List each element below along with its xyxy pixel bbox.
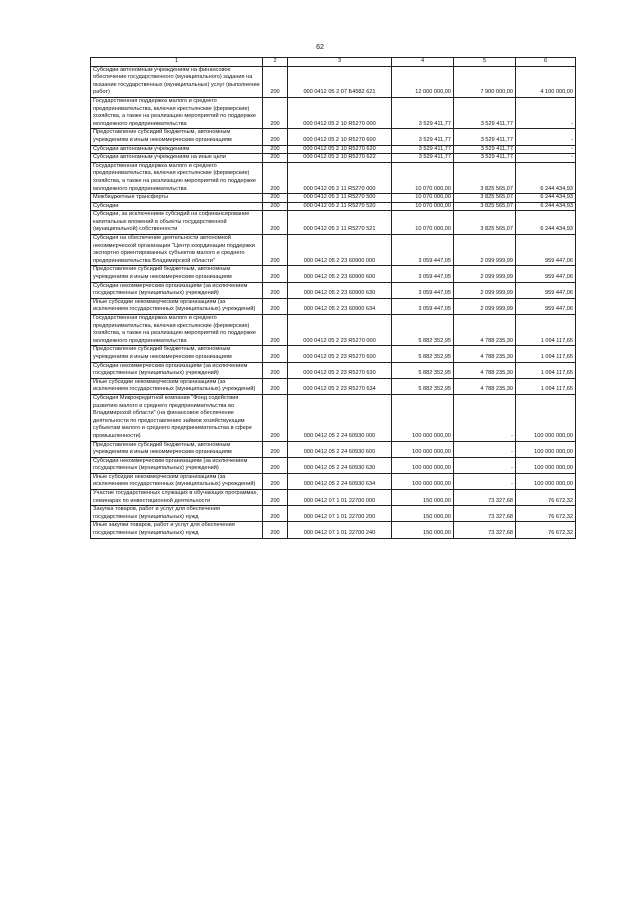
cell-name: Субсидия на обеспечение деятельности автономной некоммерческой организации "Центр координации поддержки экспортно ориентированных субъектов малого и среднего предпринимательства Владимирской области"	[91, 235, 263, 266]
cell-admin-code: 200	[263, 129, 288, 145]
table-row	[91, 145, 576, 154]
cell-name: Межбюджетные трансферты	[91, 194, 263, 203]
cell-approved: 3 529 411,77	[392, 97, 454, 128]
cell-budget-code: 000 0412 05 2 10 R5270 000	[288, 97, 392, 128]
table-row	[91, 282, 576, 298]
cell-approved: 10 070 000,00	[392, 202, 454, 211]
cell-approved: 150 000,00	[392, 522, 454, 538]
cell-admin-code: 200	[263, 457, 288, 473]
table-row	[91, 457, 576, 473]
cell-budget-code: 000 0412 05 2 23 60900 600	[288, 266, 392, 282]
cell-executed: 73 327,68	[454, 490, 516, 506]
cell-approved: 5 882 352,95	[392, 346, 454, 362]
cell-remaining: 76 672,32	[516, 506, 576, 522]
cell-admin-code: 200	[263, 282, 288, 298]
table-row	[91, 154, 576, 163]
cell-remaining: 6 244 434,93	[516, 194, 576, 203]
page-number: 62	[316, 44, 324, 51]
cell-admin-code: 200	[263, 66, 288, 97]
cell-budget-code: 000 0412 05 2 11 R5270 000	[288, 162, 392, 193]
cell-name: Субсидии, за исключением субсидий на софинансирование капитальных вложений в объекты государственной (муниципальной) собственности	[91, 211, 263, 235]
cell-remaining: 4 100 000,00	[516, 66, 576, 97]
cell-executed: 3 529 411,77	[454, 154, 516, 163]
cell-executed: 3 825 565,07	[454, 194, 516, 203]
cell-name: Субсидии некоммерческим организациям (за исключением государственных (муниципальных) учреждений)	[91, 362, 263, 378]
cell-budget-code: 000 0412 05 2 23 R5270 600	[288, 346, 392, 362]
cell-budget-code: 000 0412 05 2 23 R5270 000	[288, 315, 392, 346]
cell-admin-code: 200	[263, 145, 288, 154]
cell-approved: 10 070 000,00	[392, 162, 454, 193]
cell-remaining: 1 094 117,65	[516, 346, 576, 362]
cell-budget-code: 000 0412 05 2 24 60930 630	[288, 457, 392, 473]
cell-remaining: -	[516, 145, 576, 154]
cell-remaining: -	[516, 154, 576, 163]
cell-name: Субсидии автономным учреждениям на иные цели	[91, 154, 263, 163]
column-header: 6	[516, 58, 576, 67]
cell-admin-code: 200	[263, 97, 288, 128]
cell-remaining: 6 244 434,93	[516, 211, 576, 235]
cell-executed: 3 529 411,77	[454, 129, 516, 145]
cell-executed: 4 788 235,30	[454, 362, 516, 378]
cell-admin-code: 200	[263, 266, 288, 282]
cell-approved: 10 070 000,00	[392, 211, 454, 235]
cell-remaining: 100 000 000,00	[516, 457, 576, 473]
table-header-row	[91, 58, 576, 67]
cell-budget-code: 000 0412 05 2 10 R5270 622	[288, 154, 392, 163]
cell-approved: 3 529 411,77	[392, 129, 454, 145]
cell-name: Субсидии автономным учреждениям	[91, 145, 263, 154]
cell-executed: 73 327,68	[454, 506, 516, 522]
cell-name: Иные субсидии некоммерческим организациям (за исключением государственных (муниципальных) учреждений)	[91, 378, 263, 394]
cell-approved: 3 529 411,77	[392, 154, 454, 163]
cell-executed: 3 529 411,77	[454, 145, 516, 154]
cell-approved: 100 000 000,00	[392, 457, 454, 473]
cell-executed: 7 900 000,00	[454, 66, 516, 97]
cell-admin-code: 200	[263, 490, 288, 506]
cell-admin-code: 200	[263, 522, 288, 538]
cell-admin-code: 200	[263, 362, 288, 378]
cell-name: Субсидии некоммерческим организациям (за исключением государственных (муниципальных) учреждений)	[91, 457, 263, 473]
cell-name: Государственная поддержка малого и среднего предпринимательства, включая крестьянские (фермерские) хозяйства, а также на реализацию мероприятий по поддержке молодежного предпринимательства	[91, 315, 263, 346]
cell-admin-code: 200	[263, 315, 288, 346]
table-row	[91, 362, 576, 378]
cell-remaining: 6 244 434,93	[516, 162, 576, 193]
cell-budget-code: 000 0412 05 2 10 R5270 620	[288, 145, 392, 154]
cell-name: Субсидии автономным учреждениям на финансовое обеспечение государственного (муниципального) задания на оказание государственных (муниципальных) услуг (выполнение работ)	[91, 66, 263, 97]
cell-approved: 5 882 352,95	[392, 378, 454, 394]
cell-approved: 100 000 000,00	[392, 441, 454, 457]
cell-remaining: 959 447,06	[516, 235, 576, 266]
cell-name: Предоставление субсидий бюджетным, автономным учреждениям и иным некоммерческим организациям	[91, 441, 263, 457]
budget-execution-table	[90, 57, 576, 539]
cell-name: Иные субсидии некоммерческим организациям (за исключением государственных (муниципальных) учреждений)	[91, 298, 263, 314]
cell-name: Предоставление субсидий бюджетным, автономным учреждениям и иным некоммерческим организациям	[91, 266, 263, 282]
cell-admin-code: 200	[263, 298, 288, 314]
cell-budget-code: 000 0412 05 2 07 Б4582 621	[288, 66, 392, 97]
table-row	[91, 162, 576, 193]
cell-budget-code: 000 0412 07 1 01 22700 240	[288, 522, 392, 538]
cell-executed: 73 327,68	[454, 522, 516, 538]
cell-admin-code: 200	[263, 394, 288, 441]
cell-name: Иные субсидии некоммерческим организациям (за исключением государственных (муниципальных) учреждений)	[91, 473, 263, 489]
cell-budget-code: 000 0412 07 1 01 22700 000	[288, 490, 392, 506]
cell-executed: 4 788 235,30	[454, 378, 516, 394]
cell-executed: 2 099 999,99	[454, 266, 516, 282]
cell-executed: 3 825 565,07	[454, 162, 516, 193]
cell-budget-code: 000 0412 05 2 23 60900 000	[288, 235, 392, 266]
table-row	[91, 490, 576, 506]
cell-executed: -	[454, 457, 516, 473]
cell-budget-code: 000 0412 05 2 24 60930 600	[288, 441, 392, 457]
cell-remaining: 100 000 000,00	[516, 441, 576, 457]
cell-approved: 100 000 000,00	[392, 473, 454, 489]
cell-approved: 150 000,00	[392, 490, 454, 506]
table-row	[91, 378, 576, 394]
cell-admin-code: 200	[263, 211, 288, 235]
cell-approved: 3 059 447,05	[392, 235, 454, 266]
cell-approved: 3 059 447,05	[392, 266, 454, 282]
cell-executed: 2 099 999,99	[454, 282, 516, 298]
cell-approved: 5 882 352,95	[392, 315, 454, 346]
cell-budget-code: 000 0412 05 2 11 R5270 500	[288, 194, 392, 203]
cell-executed: 4 788 235,30	[454, 346, 516, 362]
cell-remaining: -	[516, 129, 576, 145]
cell-executed: 3 825 565,07	[454, 211, 516, 235]
cell-executed: -	[454, 394, 516, 441]
table-body	[91, 66, 576, 538]
table-row	[91, 202, 576, 211]
cell-executed: 3 529 411,77	[454, 97, 516, 128]
table-row	[91, 346, 576, 362]
cell-executed: -	[454, 441, 516, 457]
table-row	[91, 266, 576, 282]
cell-admin-code: 200	[263, 194, 288, 203]
cell-executed: 3 825 565,07	[454, 202, 516, 211]
cell-approved: 10 070 000,00	[392, 194, 454, 203]
cell-budget-code: 000 0412 05 2 23 R5270 630	[288, 362, 392, 378]
cell-remaining: 6 244 434,93	[516, 202, 576, 211]
cell-name: Предоставление субсидий бюджетным, автономным учреждениям и иным некоммерческим организациям	[91, 346, 263, 362]
table-row	[91, 315, 576, 346]
cell-remaining: 959 447,06	[516, 266, 576, 282]
column-header: 3	[288, 58, 392, 67]
cell-admin-code: 200	[263, 378, 288, 394]
cell-remaining: 76 672,32	[516, 490, 576, 506]
cell-remaining: 76 672,32	[516, 522, 576, 538]
cell-budget-code: 000 0412 05 2 24 60930 000	[288, 394, 392, 441]
cell-budget-code: 000 0412 07 1 01 22700 200	[288, 506, 392, 522]
cell-remaining: 1 094 117,65	[516, 378, 576, 394]
cell-approved: 3 059 447,05	[392, 282, 454, 298]
cell-executed: 2 099 999,99	[454, 298, 516, 314]
cell-budget-code: 000 0412 05 2 11 R5270 521	[288, 211, 392, 235]
cell-remaining: -	[516, 97, 576, 128]
table-row	[91, 97, 576, 128]
cell-approved: 100 000 000,00	[392, 394, 454, 441]
cell-budget-code: 000 0412 05 2 23 60900 634	[288, 298, 392, 314]
cell-remaining: 1 094 117,65	[516, 362, 576, 378]
cell-budget-code: 000 0412 05 2 23 60900 630	[288, 282, 392, 298]
cell-remaining: 1 094 117,65	[516, 315, 576, 346]
table-row	[91, 506, 576, 522]
cell-executed: 2 099 999,99	[454, 235, 516, 266]
table-row	[91, 473, 576, 489]
column-header: 5	[454, 58, 516, 67]
table-row	[91, 129, 576, 145]
cell-approved: 5 882 352,95	[392, 362, 454, 378]
table-row	[91, 522, 576, 538]
cell-admin-code: 200	[263, 235, 288, 266]
cell-name: Участие государственных служащих в обучающих программах, семинарах по инвестиционной деятельности	[91, 490, 263, 506]
table-row	[91, 235, 576, 266]
cell-admin-code: 200	[263, 202, 288, 211]
cell-budget-code: 000 0412 05 2 24 60930 634	[288, 473, 392, 489]
cell-admin-code: 200	[263, 346, 288, 362]
column-header: 4	[392, 58, 454, 67]
cell-budget-code: 000 0412 05 2 23 R5270 634	[288, 378, 392, 394]
cell-admin-code: 200	[263, 154, 288, 163]
column-header: 1	[91, 58, 263, 67]
cell-name: Закупка товаров, работ и услуг для обеспечения государственных (муниципальных) нужд	[91, 506, 263, 522]
cell-admin-code: 200	[263, 441, 288, 457]
cell-executed: 4 788 235,30	[454, 315, 516, 346]
cell-remaining: 100 000 000,00	[516, 473, 576, 489]
cell-approved: 150 000,00	[392, 506, 454, 522]
table-row	[91, 211, 576, 235]
cell-name: Государственная поддержка малого и среднего предпринимательства, включая крестьянские (фермерские) хозяйства, а также на реализацию мероприятий по поддержке молодежного предпринимательства	[91, 162, 263, 193]
table-row	[91, 66, 576, 97]
cell-remaining: 959 447,06	[516, 282, 576, 298]
cell-budget-code: 000 0412 05 2 10 R5270 600	[288, 129, 392, 145]
cell-approved: 3 529 411,77	[392, 145, 454, 154]
cell-admin-code: 200	[263, 162, 288, 193]
cell-admin-code: 200	[263, 473, 288, 489]
table-row	[91, 394, 576, 441]
cell-name: Субсидии	[91, 202, 263, 211]
table-row	[91, 298, 576, 314]
cell-name: Предоставление субсидий бюджетным, автономным учреждениям и иным некоммерческим организациям	[91, 129, 263, 145]
cell-name: Иные закупки товаров, работ и услуг для обеспечения государственных (муниципальных) нужд	[91, 522, 263, 538]
cell-name: Государственная поддержка малого и среднего предпринимательства, включая крестьянские (фермерские) хозяйства, а также на реализацию мероприятий по поддержке молодежного предпринимательства	[91, 97, 263, 128]
cell-approved: 12 000 000,00	[392, 66, 454, 97]
table-row	[91, 441, 576, 457]
cell-approved: 3 059 447,05	[392, 298, 454, 314]
cell-budget-code: 000 0412 05 2 11 R5270 520	[288, 202, 392, 211]
cell-executed: -	[454, 473, 516, 489]
cell-admin-code: 200	[263, 506, 288, 522]
cell-remaining: 959 447,06	[516, 298, 576, 314]
cell-remaining: 100 000 000,00	[516, 394, 576, 441]
table-row	[91, 194, 576, 203]
cell-name: Субсидии некоммерческим организациям (за исключением государственных (муниципальных) учреждений)	[91, 282, 263, 298]
cell-name: Субсидия Микрокредитной компании "Фонд содействия развитию малого и среднего предпринимательства во Владимирской области" (на финансовое обеспечение деятельности по предоставлению займов хозяйствующим субъектам малого и среднего предпринимательства в сфере промышленности)	[91, 394, 263, 441]
column-header: 2	[263, 58, 288, 67]
